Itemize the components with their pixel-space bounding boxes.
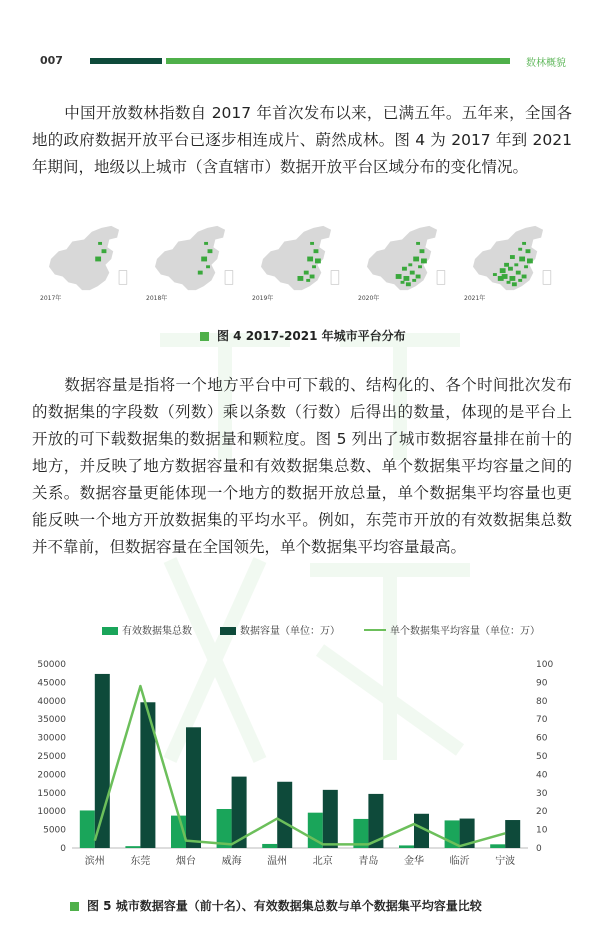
platform-region — [304, 271, 309, 275]
figure5-caption — [70, 897, 482, 914]
x-tick-label: 宁波 — [495, 856, 516, 867]
bar-capacity — [140, 702, 155, 848]
platform-region — [208, 249, 213, 253]
y-right-tick-label: 50 — [536, 752, 548, 762]
y-left-tick-label: 45000 — [37, 678, 66, 689]
platform-region — [315, 258, 321, 263]
platform-region — [402, 267, 407, 271]
y-right-tick-label: 20 — [536, 807, 548, 818]
platform-region — [306, 279, 310, 282]
header-bar-green — [166, 58, 510, 64]
y-left-tick-label: 20000 — [37, 770, 66, 781]
platform-region — [526, 249, 531, 253]
bar-datasets — [262, 844, 277, 848]
platform-region — [201, 257, 207, 262]
platform-region — [498, 276, 504, 281]
y-left-tick-label: 25000 — [37, 752, 66, 762]
platform-region — [512, 282, 517, 286]
x-tick-label: 临沂 — [449, 856, 470, 867]
china-map — [356, 222, 450, 294]
platform-region — [518, 248, 522, 251]
x-tick-label: 温州 — [267, 856, 288, 867]
bar-capacity — [505, 820, 520, 848]
platform-region — [420, 249, 425, 253]
platform-region — [401, 281, 405, 284]
page-header — [0, 0, 600, 80]
platform-region — [508, 267, 513, 271]
y-right-tick-label: 40 — [536, 770, 548, 781]
platform-region — [204, 242, 208, 245]
figure4-caption-text: 图 4 2017-2021 年城市平台分布 — [217, 329, 406, 343]
platform-region — [522, 242, 526, 245]
x-tick-label: 威海 — [221, 856, 242, 867]
capacity-paragraph-text: 数据容量是指将一个地方平台中可下载的、结构化的、各个时间批次发布的数据集的字段数（列数）乘以条数（行数）后得出的数量，体现的是平台上开放的可下载数据集的数据量和颗粒度。图 5 列出了城市数据容量排在前十的地方，并反映了地方数据容量和有效数据集总数、单个数据集平均容量之间的关系。数据容量更能体现一个地方的数据开放总量，单个数据集平均容量也更能反映一个地方开放数据集的平均水平。例如，东莞市开放的有效数据集总数并不靠前，但数据容量在全国领先，单个数据集平均容量最高。 — [32, 376, 572, 556]
platform-region — [408, 263, 412, 266]
legend-item-capacity — [220, 622, 340, 637]
china-map — [462, 222, 556, 294]
chart-plot — [20, 622, 580, 880]
bar-datasets — [80, 810, 95, 848]
capacity-paragraph — [32, 372, 572, 561]
y-left-tick-label: 15000 — [37, 788, 66, 799]
platform-region — [410, 271, 415, 275]
platform-region — [510, 255, 515, 259]
bar-datasets — [399, 845, 414, 848]
map-5 — [462, 222, 556, 302]
map-series — [38, 222, 558, 304]
south-sea-inset — [543, 271, 551, 285]
platform-region — [418, 265, 422, 268]
legend-label-datasets: 有效数据集总数 — [122, 626, 192, 637]
platform-region — [314, 249, 319, 253]
platform-region — [527, 258, 533, 263]
page-number: 007 — [40, 54, 63, 67]
south-sea-inset — [437, 271, 445, 285]
bar-capacity — [323, 790, 338, 848]
legend-label-average: 单个数据集平均容量（单位：万） — [390, 626, 540, 637]
figure4-caption — [200, 327, 406, 344]
platform-region — [403, 276, 409, 281]
y-right-tick-label: 30 — [536, 788, 548, 799]
y-left-tick-label: 0 — [60, 844, 66, 854]
map-year-label: 2018年 — [146, 295, 168, 302]
caption-square-icon — [200, 332, 209, 341]
map-3 — [250, 222, 344, 302]
china-map — [250, 222, 344, 294]
platform-region — [297, 276, 303, 281]
x-tick-label: 东莞 — [130, 856, 151, 867]
map-base — [261, 226, 331, 290]
legend-item-datasets — [102, 622, 192, 637]
y-right-tick-label: 100 — [536, 660, 554, 670]
platform-region — [310, 275, 315, 279]
y-right-tick-label: 60 — [536, 733, 548, 744]
x-tick-label: 青岛 — [358, 856, 379, 867]
bar-capacity — [277, 782, 292, 848]
map-year-label: 2019年 — [252, 295, 274, 302]
platform-region — [98, 242, 102, 245]
platform-region — [500, 268, 506, 273]
platform-region — [516, 271, 521, 275]
south-sea-inset — [119, 271, 127, 285]
section-title: 数林概貌 — [526, 58, 566, 69]
legend-item-average — [364, 622, 540, 637]
y-left-tick-label: 50000 — [37, 660, 66, 670]
platform-region — [396, 274, 402, 279]
y-left-tick-label: 10000 — [37, 807, 66, 818]
y-right-tick-label: 70 — [536, 715, 548, 726]
platform-region — [509, 276, 515, 281]
header-bar-dark — [90, 58, 162, 64]
platform-region — [421, 258, 427, 263]
y-right-tick-label: 80 — [536, 696, 548, 707]
y-right-tick-label: 0 — [536, 844, 542, 854]
map-base — [155, 226, 225, 290]
caption-square-icon — [70, 902, 79, 911]
south-sea-inset — [331, 271, 339, 285]
y-left-tick-label: 40000 — [37, 696, 66, 707]
bar-datasets — [125, 846, 140, 848]
y-right-tick-label: 10 — [536, 825, 548, 836]
platform-region — [406, 282, 411, 286]
platform-region — [413, 257, 419, 262]
platform-region — [522, 275, 527, 279]
x-tick-label: 滨州 — [84, 856, 105, 867]
y-right-tick-label: 90 — [536, 678, 548, 689]
map-base — [367, 226, 437, 290]
bar-capacity — [95, 674, 110, 848]
platform-region — [310, 242, 314, 245]
platform-region — [518, 279, 522, 282]
map-year-label: 2021年 — [464, 295, 486, 302]
y-left-tick-label: 35000 — [37, 715, 66, 726]
legend-swatch-capacity — [220, 627, 236, 635]
south-sea-inset — [225, 271, 233, 285]
legend-line-average — [364, 629, 386, 631]
map-4 — [356, 222, 450, 302]
intro-paragraph-text: 中国开放数林指数自 2017 年首次发布以来，已满五年。五年来，全国各地的政府数据开放平台已逐步相连成片、蔚然成林。图 4 为 2017 年到 2021 年期间，地级以上城市（含直辖市）数据开放平台区域分布的变化情况。 — [32, 104, 572, 176]
map-year-label: 2020年 — [358, 295, 380, 302]
platform-region — [514, 263, 518, 266]
china-map — [144, 222, 238, 294]
y-left-tick-label: 30000 — [37, 733, 66, 744]
bar-datasets — [490, 844, 505, 848]
platform-region — [507, 281, 511, 284]
capacity-chart — [20, 622, 580, 880]
map-base — [49, 226, 119, 290]
platform-region — [312, 265, 316, 268]
platform-region — [416, 275, 421, 279]
platform-region — [504, 263, 509, 267]
legend-label-capacity: 数据容量（单位：万） — [240, 626, 340, 637]
map-2 — [144, 222, 238, 302]
map-base — [473, 226, 543, 290]
figure5-caption-text: 图 5 城市数据容量（前十名）、有效数据集总数与单个数据集平均容量比较 — [87, 899, 482, 913]
china-map — [38, 222, 132, 294]
x-tick-label: 金华 — [404, 856, 424, 867]
map-1 — [38, 222, 132, 302]
platform-region — [198, 271, 203, 275]
platform-region — [412, 279, 416, 282]
line-average-capacity — [95, 686, 505, 846]
legend-swatch-datasets — [102, 627, 118, 635]
x-tick-label: 烟台 — [176, 856, 196, 867]
platform-region — [206, 265, 210, 268]
bar-capacity — [186, 727, 201, 848]
platform-region — [493, 273, 497, 276]
intro-paragraph — [32, 100, 572, 181]
platform-region — [102, 249, 107, 253]
platform-region — [95, 257, 101, 262]
y-left-tick-label: 5000 — [43, 825, 66, 836]
platform-region — [307, 257, 313, 262]
map-year-label: 2017年 — [40, 295, 62, 302]
platform-region — [519, 257, 525, 262]
platform-region — [524, 265, 528, 268]
platform-region — [416, 242, 420, 245]
x-tick-label: 北京 — [312, 856, 333, 867]
